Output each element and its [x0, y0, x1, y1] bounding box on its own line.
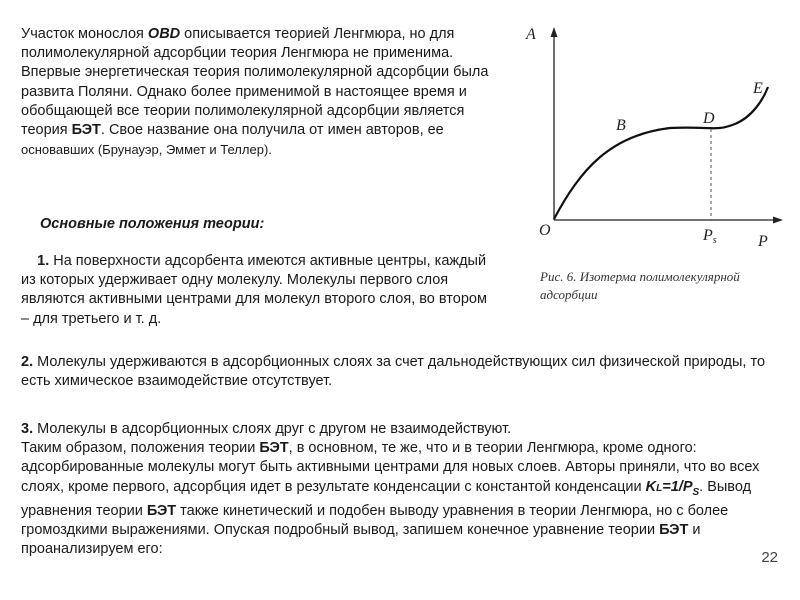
x-axis-arrow-icon — [773, 217, 783, 224]
ps-label — [702, 227, 717, 246]
principle-2-text: Молекулы удерживаются в адсорбционных слоях за счет дальнодействующих сил физической природы, то есть химическое взаимодействие отсутствует. — [21, 354, 766, 390]
obd-term: OBD — [147, 26, 181, 42]
conclusion-text-2: , в основном, те же, что и в теории Ленгмюра, кроме одного: адсорбированные молекулы могут быть активными центрами для новых слоев. Авторы приняли, что во всех слоях, кроме первого, адсорбция идет в результате конденсации с константой конденсации — [21, 440, 760, 495]
bet-term: БЭТ — [146, 502, 177, 519]
axis-label-a: A — [526, 26, 536, 43]
point-label-b: B — [616, 117, 626, 134]
principles-heading: Основные положения теории: — [40, 216, 265, 232]
intro-text-1: Участок монослоя — [21, 26, 148, 42]
origin-label-o: O — [539, 222, 551, 239]
principle-1-text: На поверхности адсорбента имеются активные центры, каждый из которых удерживает одну молекулу. Молекулы первого слоя являются активными центрами для молекул второго слоя, во втором – для третьего и т. д. — [21, 253, 487, 327]
principle-3-text: Молекулы в адсорбционных слоях друг с другом не взаимодействуют. — [33, 421, 512, 437]
conclusion-text-1: Таким образом, положения теории — [21, 440, 260, 457]
axis-label-p: P — [758, 233, 768, 250]
formula-eq: =1/ — [662, 478, 683, 495]
condensation-formula — [645, 478, 700, 498]
point-label-e: E — [753, 80, 763, 97]
ps-label-p: P — [703, 227, 713, 244]
formula-p: P — [682, 478, 693, 495]
intro-authors: основавших (Брунауэр, Эммет и Теллер). — [21, 142, 272, 158]
figure-caption: Рис. 6. Изотерма полимолекулярной адсорбции — [540, 269, 740, 302]
isotherm-curve — [554, 87, 768, 219]
point-label-d: D — [703, 110, 715, 127]
page-number: 22 — [761, 549, 778, 566]
intro-paragraph — [21, 25, 491, 160]
isotherm-figure — [520, 15, 790, 255]
principle-1 — [21, 252, 491, 329]
conclusion-text-3: . Вывод уравнения теории — [21, 478, 752, 519]
bet-term: БЭТ — [659, 521, 689, 538]
principle-1-number: 1. — [37, 253, 50, 269]
intro-text-3: . Свое название она получила от имен авторов, ее — [100, 122, 444, 139]
principle-3-number: 3. — [21, 421, 34, 437]
conclusion-text-4: также кинетический и подобен выводу уравнения в теории Ленгмюра, но с более громоздкими выражениями. Опуская подробный вывод, запишем конечное уравнение теории — [21, 502, 729, 538]
bet-term: БЭТ — [259, 440, 289, 457]
formula-l-subscript: L — [656, 482, 663, 494]
formula-s-subscript: S — [692, 486, 700, 498]
formula-k: K — [645, 478, 657, 495]
principle-2 — [21, 353, 781, 391]
intro-text-2: описывается теорией Ленгмюра, но для полимолекулярной адсорбции теория Ленгмюра не применима. Впервые энергетическая теория полимолекулярной адсорбции была развита Поляни. Однако более применимой в настоящее время и обобщающей все теории полимолекулярной адсорбции является теория — [21, 26, 489, 139]
y-axis-arrow-icon — [551, 27, 558, 37]
ps-label-subscript: s — [712, 235, 717, 246]
conclusion-text-5: и проанализируем его: — [21, 521, 701, 558]
principle-2-number: 2. — [21, 354, 34, 370]
principle-3 — [21, 420, 781, 559]
bet-term: БЭТ — [71, 122, 101, 139]
